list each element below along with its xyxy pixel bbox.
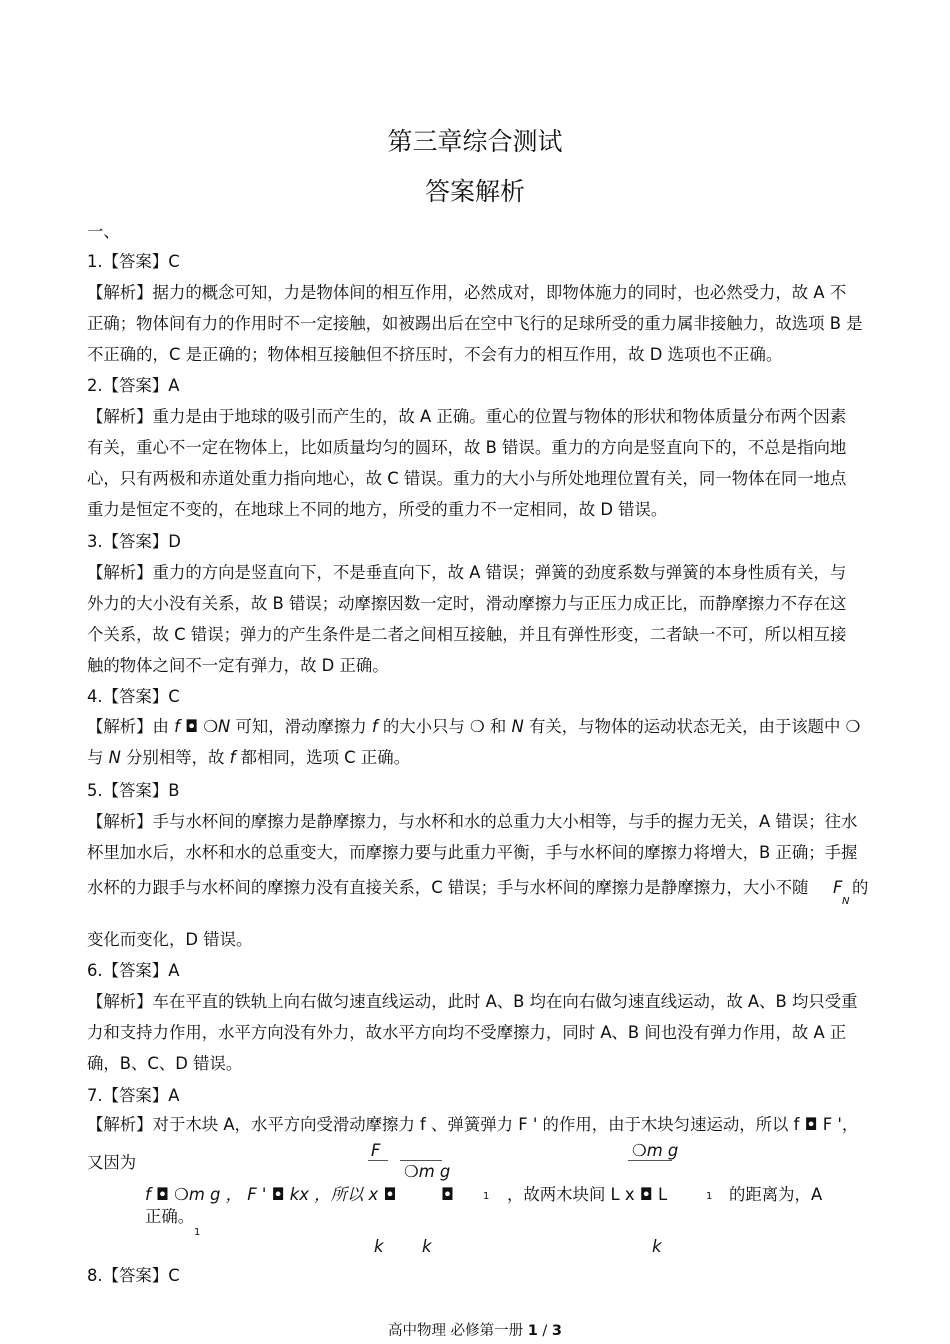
text-line: 不正确的，C 是正确的；物体相互接触但不挤压时，不会有力的相互作用，故 D 选项也不正确。: [87, 345, 783, 364]
answer-line: 6.【答案】A: [87, 961, 180, 980]
text-line: 触的物体之间不一定有弹力，故 D 正确。: [87, 656, 389, 675]
answer-line: 4.【答案】C: [87, 687, 180, 706]
page-footer: 高中物理 必修第一册 1 / 3: [387, 1323, 562, 1339]
text-line: 【解析】手与水杯间的摩擦力是静摩擦力，与水杯和水的总重力大小相等，与手的握力无关，A 错误；往水: [87, 812, 858, 831]
text-line: 有关，重心不一定在物体上，比如质量均匀的圆环，故 B 错误。重力的方向是竖直向下的，不总是指向地: [87, 438, 847, 457]
fraction-denominator: ❍m g: [404, 1162, 451, 1181]
text-line: 【解析】重力的方向是竖直向下，不是垂直向下，故 A 错误；弹簧的劲度系数与弹簧的本身性质有关，与: [87, 563, 847, 582]
subscript: 1: [483, 1191, 490, 1202]
fraction-denominator: k: [374, 1237, 384, 1256]
text-line-end: 的: [852, 878, 869, 897]
force-subscript: N: [842, 896, 850, 907]
q4-explanation-line: 与 N 分别相等，故 f 都相同，选项 C 正确。: [87, 748, 411, 767]
footer-text: 高中物理 必修第一册: [387, 1323, 528, 1339]
answer-line: 7.【答案】A: [87, 1086, 180, 1105]
subscript: 1: [194, 1227, 201, 1238]
text-line: 重力是恒定不变的，在地球上不同的地方，所受的重力不一定相同，故 D 错误。: [87, 500, 668, 519]
text-line: 力和支持力作用，水平方向没有外力，故水平方向均不受摩擦力，同时 A、B 间也没有弹力作用，故 A 正: [87, 1023, 847, 1042]
text-line: 【解析】据力的概念可知，力是物体间的相互作用，必然成对，即物体施力的同时，也必然受力，故 A 不: [87, 283, 847, 302]
page-total: 3: [551, 1323, 562, 1339]
text-line: 又因为: [87, 1153, 137, 1172]
equation-part: f ◘ ❍m g ， F ' ◘ kx ，所以 x ◘: [145, 1185, 397, 1204]
answer-line: 1.【答案】C: [87, 252, 180, 271]
equation-part: ，故两木块间 L x ◘ L: [507, 1185, 668, 1204]
fraction-numerator: ❍m g: [632, 1141, 679, 1160]
page-subtitle: 答案解析: [424, 177, 525, 206]
fraction-bar: [400, 1160, 442, 1161]
text-line: 杯里加水后，水杯和水的总重变大，而摩擦力要与此重力平衡，手与水杯间的摩擦力将增大，B 正确；手握: [87, 843, 858, 862]
page-title: 第三章综合测试: [387, 127, 563, 156]
text-line: 【解析】重力是由于地球的吸引而产生的，故 A 正确。重心的位置与物体的形状和物体质量分布两个因素: [87, 407, 847, 426]
text-line: 确，B、C、D 错误。: [87, 1054, 243, 1073]
answer-line: 5.【答案】B: [87, 781, 180, 800]
fraction-denominator: k: [652, 1237, 662, 1256]
fraction-bar: [368, 1160, 388, 1161]
answer-line: 3.【答案】D: [87, 532, 181, 551]
text-line: 外力的大小没有关系，故 B 错误；动摩擦因数一定时，滑动摩擦力与正压力成正比，而静摩擦力不存在这: [87, 594, 847, 613]
fraction-numerator: F: [371, 1141, 381, 1160]
text-line: 【解析】对于木块 A，水平方向受滑动摩擦力 f 、弹簧弹力 F ' 的作用，由于木块匀速运动，所以 f ◘ F '，: [87, 1115, 859, 1134]
page-number: 1: [527, 1323, 538, 1339]
text-line: 正确；物体间有力的作用时不一定接触，如被踢出后在空中飞行的足球所受的重力属非接触力，故选项 B 是: [87, 314, 863, 333]
subscript: 1: [706, 1191, 713, 1202]
equation-part: 的距离为，A: [729, 1185, 823, 1204]
answer-line: 2.【答案】A: [87, 376, 180, 395]
text-line: 【解析】车在平直的铁轨上向右做匀速直线运动，此时 A、B 均在向右做匀速直线运动，故 A、B 均只受重: [87, 992, 858, 1011]
force-symbol: F: [833, 878, 843, 897]
section-label: 一、: [87, 222, 120, 241]
text-line: 心，只有两极和赤道处重力指向地心，故 C 错误。重力的大小与所处地理位置有关，同一物体在同一地点: [87, 469, 847, 488]
answer-line: 8.【答案】C: [87, 1266, 180, 1285]
text-line: 个关系，故 C 错误；弹力的产生条件是二者之间相互接触，并且有弹性形变，二者缺一不可，所以相互接: [87, 625, 847, 644]
fraction-denominator: k: [422, 1237, 432, 1256]
equation-part: ◘: [441, 1185, 454, 1204]
text-line: 正确。: [145, 1207, 195, 1226]
q4-explanation-line: 【解析】由 f ◘ ❍N 可知，滑动摩擦力 f 的大小只与 ❍ 和 N 有关，与物体的运动状态无关，由于该题中 ❍: [87, 717, 861, 736]
text-line: 水杯的力跟手与水杯间的摩擦力没有直接关系，C 错误；手与水杯间的摩擦力是静摩擦力，大小不随: [87, 878, 809, 897]
text-line: 变化而变化，D 错误。: [87, 930, 253, 949]
